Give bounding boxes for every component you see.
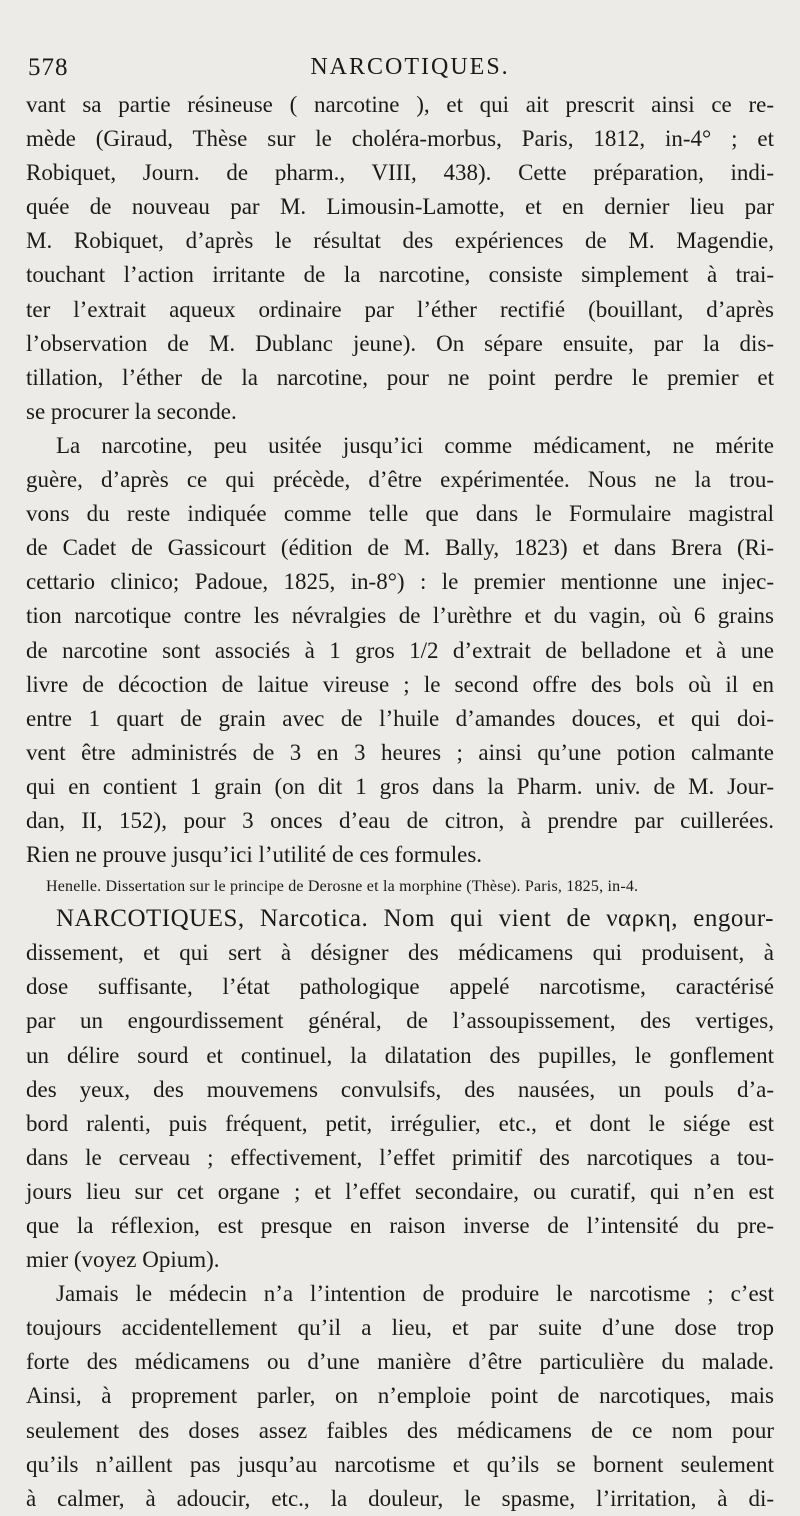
text-line: des yeux, des mouvemens convulsifs, des nausées, un pouls d’a- <box>26 1076 774 1102</box>
text-line: par un engourdissement général, de l’assoupissement, des vertiges, <box>26 1008 774 1034</box>
paragraph-preparation <box>26 88 774 429</box>
text-line: livre de décoction de laitue vireuse ; le second offre des bols où il en <box>26 671 774 697</box>
page-header <box>26 48 774 88</box>
text-line: touchant l’action irritante de la narcotine, consiste simplement à trai- <box>26 262 774 288</box>
text-line: que la réflexion, est presque en raison inverse de l’intensité du pre- <box>26 1213 774 1238</box>
text-line: de narcotine sont associés à 1 gros 1/2 d’extrait de belladone et à une <box>26 637 774 663</box>
text-line: se procurer la seconde. <box>26 398 237 424</box>
text-line: La narcotine, peu usitée jusqu’ici comme médicament, ne mérite <box>56 432 774 458</box>
text-line: guère, d’après ce qui précède, d’être expérimentée. Nous ne la trou- <box>26 467 774 493</box>
bibliographic-citation: Henelle. Dissertation sur le principe de Derosne et la morphine (Thèse). Paris, 1825, in-4. <box>46 878 639 896</box>
text-line: l’observation de M. Dublanc jeune). On sépare ensuite, par la dis- <box>26 330 774 356</box>
text-line: cettario clinico; Padoue, 1825, in-8°) : le premier mentionne une injec- <box>26 569 774 595</box>
text-line: vant sa partie résineuse ( narcotine ), et qui ait prescrit ainsi ce re- <box>26 92 774 117</box>
text-line: tillation, l’éther de la narcotine, pour ne point perdre le premier et <box>26 364 774 390</box>
text-line: dans le cerveau ; effectivement, l’effet primitif des narcotiques a tou- <box>26 1144 774 1170</box>
text-line: mède (Giraud, Thèse sur le choléra-morbus, Paris, 1812, in-4° ; et <box>26 126 774 152</box>
text-line: un délire sourd et continuel, la dilatation des pupilles, le gonflement <box>26 1042 774 1068</box>
paragraph-narcotiques-definition <box>26 902 774 1277</box>
text-line: seulement des doses assez faibles des médicamens de ce nom pour <box>26 1417 774 1443</box>
text-line: M. Robiquet, d’après le résultat des expériences de M. Magendie, <box>26 228 774 254</box>
text-line: entre 1 quart de grain avec de l’huile d’amandes douces, et qui doi- <box>26 705 774 731</box>
text-line: ter l’extrait aqueux ordinaire par l’éther rectifié (bouillant, d’après <box>26 296 774 322</box>
text-line: de Cadet de Gassicourt (édition de M. Bally, 1823) et dans Brera (Ri- <box>26 535 774 561</box>
text-line: dose suffisante, l’état pathologique appelé narcotisme, caractérisé <box>26 974 774 1000</box>
entry-heading-line: NARCOTIQUES, Narcotica. Nom qui vient de ναρκη, engour- <box>56 905 774 933</box>
paragraph-narcotine <box>26 429 774 872</box>
text-line: forte des médicamens ou d’une manière d’être particulière du malade. <box>26 1349 774 1375</box>
text-line: dan, II, 152), pour 3 onces d’eau de citron, à prendre par cuillerées. <box>26 807 774 833</box>
text-line: qu’ils n’aillent pas jusqu’au narcotisme et qu’ils se bornent seulement <box>26 1451 774 1477</box>
text-line: à calmer, à adoucir, etc., la douleur, le spasme, l’irritation, à di- <box>26 1485 774 1511</box>
main-text <box>26 88 774 1516</box>
text-line: Rien ne prouve jusqu’ici l’utilité de ces formules. <box>26 842 483 868</box>
text-line: bord ralenti, puis fréquent, petit, irrégulier, etc., et dont le siége est <box>26 1110 774 1136</box>
paragraph-narcotisme <box>26 1277 774 1516</box>
text-line: dissement, et qui sert à désigner des médicamens qui produisent, à <box>26 940 774 966</box>
text-line: vent être administrés de 3 en 3 heures ; ainsi qu’une potion calmante <box>26 739 774 765</box>
text-line: Ainsi, à proprement parler, on n’emploie point de narcotiques, mais <box>26 1383 774 1409</box>
text-line: jours lieu sur cet organe ; et l’effet secondaire, ou curatif, qui n’en est <box>26 1178 774 1204</box>
text-line: mier (voyez Opium). <box>26 1247 220 1273</box>
text-line: Robiquet, Journ. de pharm., VIII, 438). Cette préparation, indi- <box>26 160 774 186</box>
text-line: quée de nouveau par M. Limousin-Lamotte, et en dernier lieu par <box>26 194 774 220</box>
text-line: tion narcotique contre les névralgies de l’urèthre et du vagin, où 6 grains <box>26 603 774 629</box>
text-line: Jamais le médecin n’a l’intention de produire le narcotisme ; c’est <box>56 1281 774 1307</box>
text-line: toujours accidentellement qu’il a lieu, et par suite d’une dose trop <box>26 1315 774 1341</box>
text-line: vons du reste indiquée comme telle que dans le Formulaire magistral <box>26 501 774 527</box>
running-head: NARCOTIQUES. <box>310 54 510 80</box>
text-line: qui en contient 1 grain (on dit 1 gros dans la Pharm. univ. de M. Jour- <box>26 773 774 799</box>
page-number: 578 <box>28 54 69 81</box>
